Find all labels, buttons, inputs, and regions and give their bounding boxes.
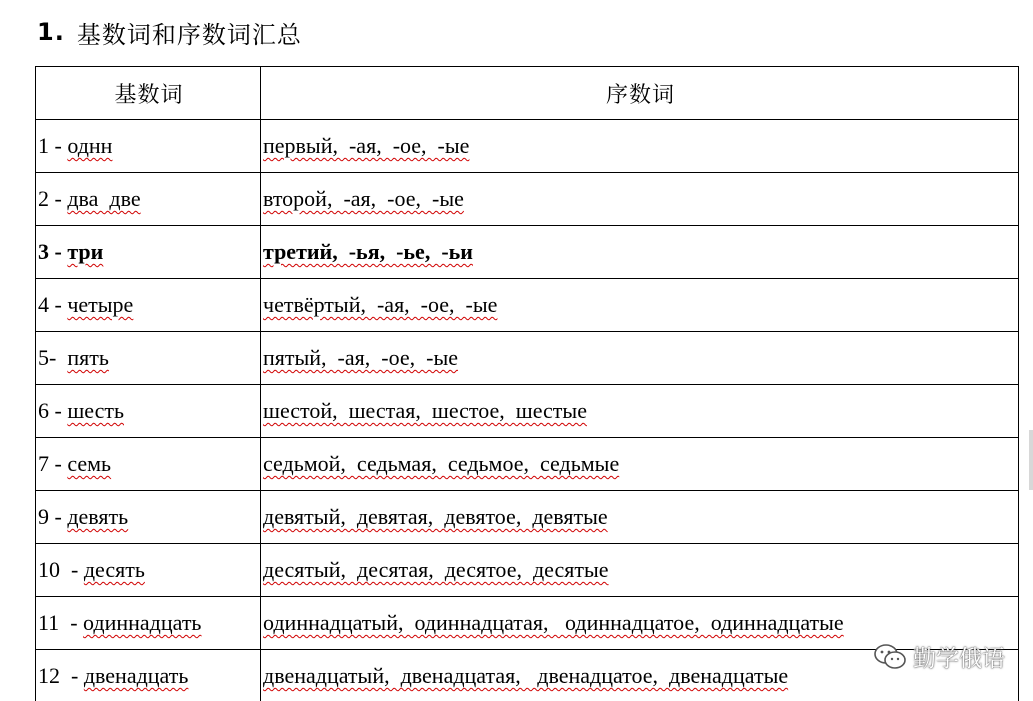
table-row (36, 650, 1019, 701)
section-number: 1. (37, 18, 65, 46)
cardinal-separator: - (49, 398, 68, 423)
ordinal-forms: четвёртый, -ая, -ое, -ые (263, 292, 498, 317)
ordinal-forms: второй, -ая, -ое, -ые (263, 186, 464, 211)
cardinal-cell (36, 491, 261, 544)
cardinal-separator: - (60, 557, 84, 582)
scrollbar-hint[interactable] (1029, 430, 1033, 490)
ordinal-forms: третий, -ья, -ье, -ьи (263, 239, 473, 264)
table-row (36, 438, 1019, 491)
cardinal-cell (36, 438, 261, 491)
cardinal-word: пять (67, 345, 109, 370)
cardinal-word: двенадцать (83, 663, 189, 688)
table-body (36, 120, 1019, 701)
cardinal-word: три (67, 239, 104, 264)
ordinal-cell (261, 438, 1019, 491)
cardinal-cell (36, 226, 261, 279)
ordinal-cell (261, 226, 1019, 279)
header-ordinal: 序数词 (261, 67, 1019, 120)
ordinal-forms: первый, -ая, -ое, -ые (263, 133, 470, 158)
cardinal-separator (56, 345, 67, 370)
ordinal-cell (261, 332, 1019, 385)
cardinal-number: 5- (38, 345, 57, 370)
header-cardinal: 基数词 (36, 67, 261, 120)
ordinal-cell (261, 120, 1019, 173)
cardinal-number: 10 (38, 557, 60, 582)
cardinal-cell (36, 120, 261, 173)
cardinal-separator: - (60, 663, 84, 688)
cardinal-cell (36, 385, 261, 438)
cardinal-word: два две (67, 186, 141, 211)
cardinal-number: 9 (38, 504, 49, 529)
cardinal-word: шесть (67, 398, 124, 423)
ordinal-cell (261, 491, 1019, 544)
cardinal-word: одиннадцать (83, 610, 202, 635)
table-row (36, 385, 1019, 438)
cardinal-number: 2 (38, 186, 49, 211)
cardinal-word: семь (67, 451, 112, 476)
cardinal-cell (36, 279, 261, 332)
cardinal-separator: - (59, 610, 84, 635)
ordinal-forms: пятый, -ая, -ое, -ые (263, 345, 459, 370)
cardinal-separator: - (49, 186, 68, 211)
cardinal-separator: - (49, 504, 68, 529)
cardinal-separator: - (49, 451, 68, 476)
cardinal-cell (36, 650, 261, 701)
table-row (36, 597, 1019, 650)
cardinal-cell (36, 597, 261, 650)
table-row (36, 120, 1019, 173)
cardinal-number: 3 (38, 239, 49, 264)
ordinal-forms: шестой, шестая, шестое, шестые (263, 398, 587, 423)
ordinal-forms: десятый, десятая, десятое, десятые (263, 557, 609, 582)
ordinal-cell (261, 385, 1019, 438)
table-header-row (36, 67, 1019, 120)
table-row (36, 173, 1019, 226)
cardinal-number: 6 (38, 398, 49, 423)
ordinal-cell (261, 173, 1019, 226)
table-row (36, 544, 1019, 597)
cardinal-word: однн (67, 133, 113, 158)
cardinal-word: десять (83, 557, 145, 582)
wechat-icon (873, 643, 907, 671)
ordinal-cell (261, 279, 1019, 332)
ordinal-forms: одиннадцатый, одиннадцатая, одиннадцатое, одиннадцатые (263, 610, 844, 635)
cardinal-separator: - (49, 133, 68, 158)
cardinal-cell (36, 544, 261, 597)
cardinal-word: девять (67, 504, 129, 529)
table-row (36, 226, 1019, 279)
ordinal-forms: седьмой, седьмая, седьмое, седьмые (263, 451, 620, 476)
cardinal-number: 1 (38, 133, 49, 158)
cardinal-number: 12 (38, 663, 60, 688)
cardinal-number: 4 (38, 292, 49, 317)
watermark (873, 640, 1005, 673)
ordinal-forms: девятый, девятая, девятое, девятые (263, 504, 608, 529)
cardinal-cell (36, 332, 261, 385)
watermark-text: 勤学俄语 (913, 646, 1005, 672)
section-heading (37, 14, 302, 50)
numerals-table (35, 66, 1019, 701)
table-row (36, 491, 1019, 544)
cardinal-number: 7 (38, 451, 49, 476)
cardinal-cell (36, 173, 261, 226)
cardinal-separator: - (49, 292, 68, 317)
section-title: 基数词和序数词汇总 (76, 20, 302, 49)
ordinal-cell (261, 544, 1019, 597)
cardinal-number: 11 (38, 610, 60, 635)
table-row (36, 332, 1019, 385)
cardinal-word: четыре (67, 292, 134, 317)
table-row (36, 279, 1019, 332)
ordinal-forms: двенадцатый, двенадцатая, двенадцатое, двенадцатые (263, 663, 789, 688)
cardinal-separator: - (49, 239, 68, 264)
